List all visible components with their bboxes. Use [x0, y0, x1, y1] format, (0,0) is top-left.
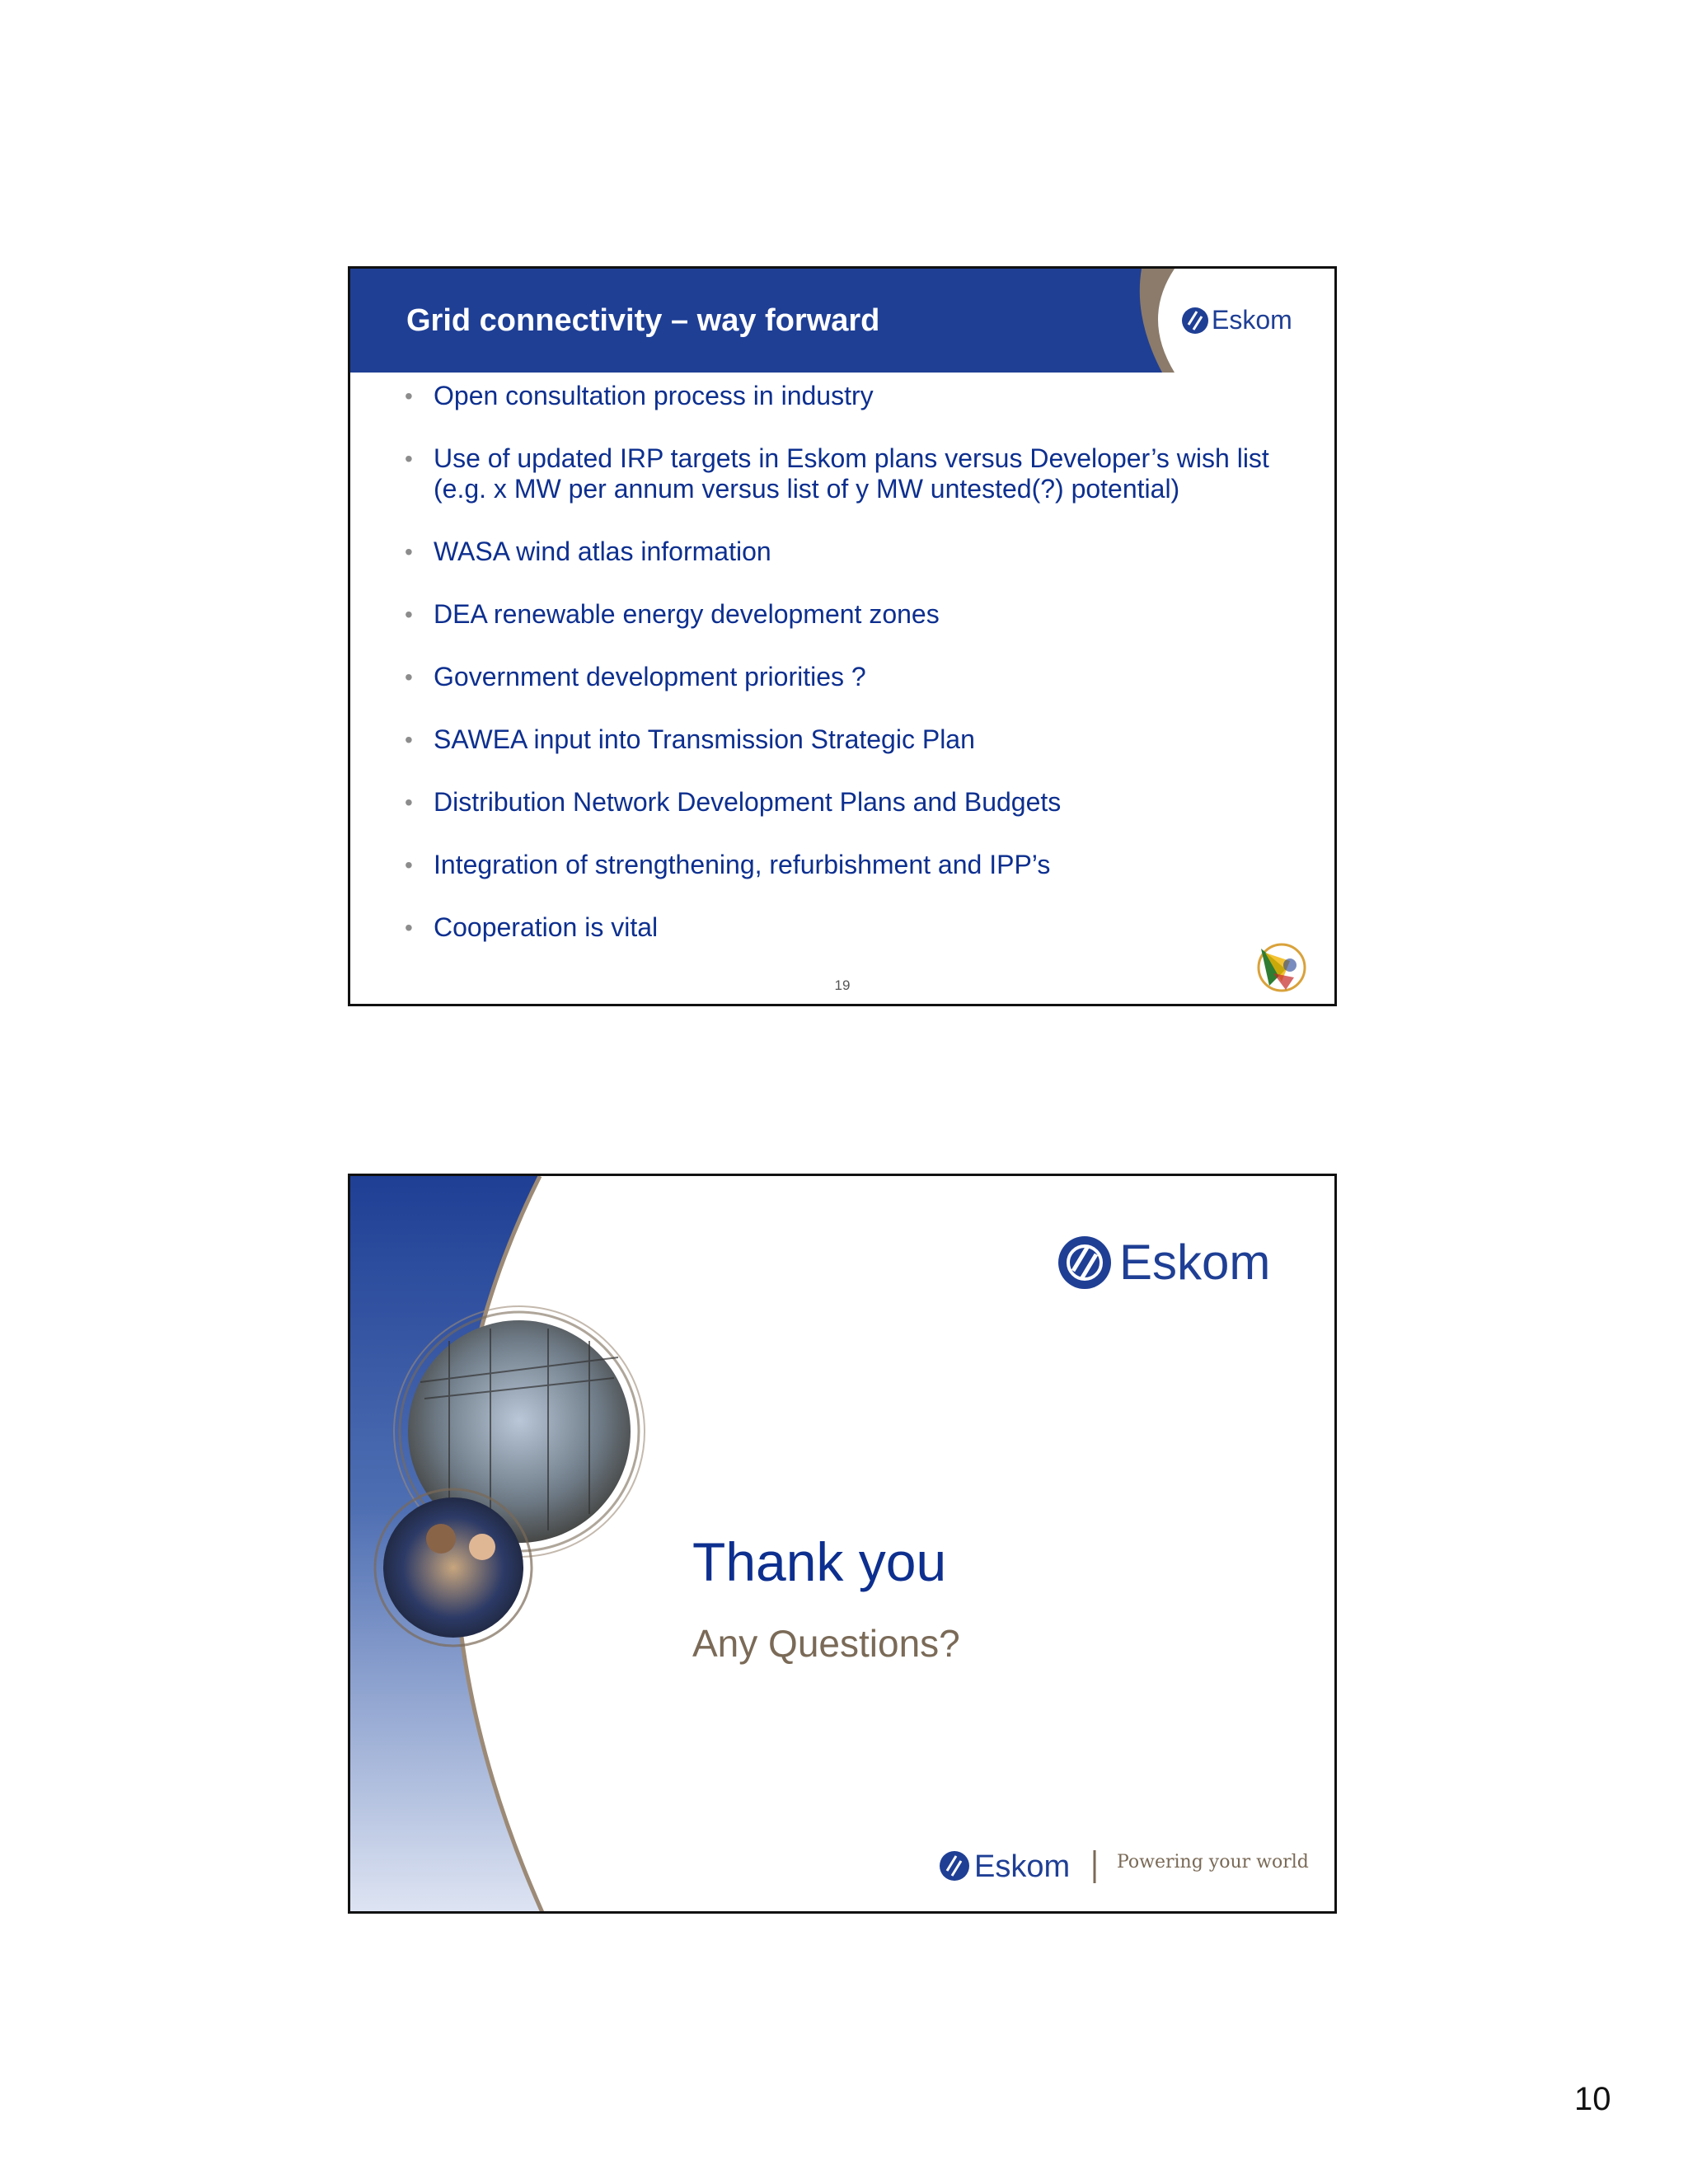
slide-thank-you [348, 1174, 1337, 1914]
eskom-logo-text: Eskom [1119, 1235, 1271, 1290]
list-item: • WASA wind atlas information [405, 537, 771, 566]
footer-tagline: Powering your world [1117, 1852, 1309, 1872]
slide-title: Thank you [692, 1531, 947, 1592]
slide-grid-connectivity [348, 266, 1337, 1006]
slide-title: Grid connectivity – way forward [406, 303, 880, 338]
workers-photo [383, 1497, 523, 1638]
bullet-list [405, 381, 1295, 975]
eskom-logo-large [1055, 1230, 1286, 1296]
slide-subtitle: Any Questions? [692, 1622, 960, 1665]
list-item: • Cooperation is vital [405, 912, 659, 942]
list-item: • Open consultation process in industry [405, 381, 874, 410]
decorative-background [350, 1176, 696, 1914]
footer-logo-text: Eskom [974, 1849, 1071, 1884]
list-item: • Integration of strengthening, refurbishment and IPP’s [405, 850, 1051, 879]
list-item: • DEA renewable energy development zones [405, 599, 940, 629]
page-number: 10 [1574, 2081, 1611, 2117]
slide-number: 19 [834, 977, 851, 993]
eskom-logo-text: Eskom [1212, 305, 1292, 335]
list-item: • Use of updated IRP targets in Eskom plans versus Developer’s wish list (e.g. x MW per annum versus list of y MW untested(?) potential) [405, 443, 1269, 504]
list-item: • Government development priorities ? [405, 662, 866, 691]
anniversary-emblem-icon [1249, 936, 1311, 998]
list-item: • SAWEA input into Transmission Strategic Plan [405, 724, 975, 754]
list-item: • Distribution Network Development Plans and Budgets [405, 787, 1062, 817]
eskom-logo [1180, 300, 1312, 341]
